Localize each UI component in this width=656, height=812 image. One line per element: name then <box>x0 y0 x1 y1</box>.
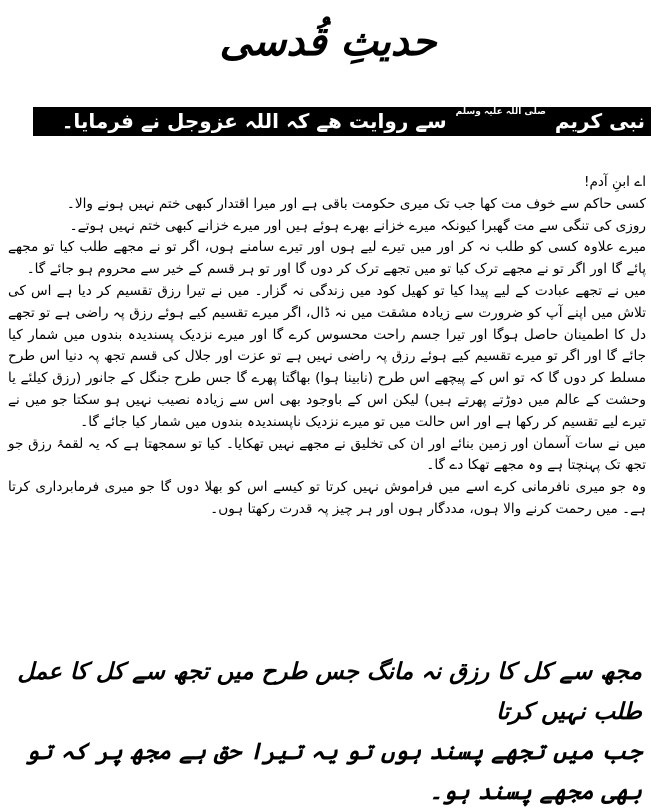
page-title: حدیثِ قُدسی <box>219 19 437 65</box>
banner-text-before: نبی کریم <box>554 109 645 133</box>
banner-text-after: سے روایت ھے کہ اللہ عزوجل نے فرمایا۔ <box>61 109 447 133</box>
paragraph: میرے علاوہ کسی کو طلب نہ کر اور میں تیرے لیے ہوں اور تیرے سامنے ہوں، اگر تو نے مجھے طلب کیا تو مجھے پائے گا اور اگر تو نے مجھے ترک کیا تو میں تجھے ترک کر دوں گا اور تو ہر قسم کے خیر سے محروم ہو جائے گا۔ <box>8 239 646 278</box>
paragraph: کسی حاکم سے خوف مت کھا جب تک میری حکومت باقی ہے اور میرا اقتدار کبھی ختم نہیں ہونے والا۔ <box>66 195 646 212</box>
closing-line: جب میں تجھے پسند ہوں تو یہ تیرا حق ہے مجھ پر کہ تو بھی مجھے پسند ہو۔ <box>25 739 642 805</box>
hadith-body <box>8 172 646 521</box>
paragraph: میں نے تجھے عبادت کے لیے پیدا کیا تو کھیل کود میں زندگی نہ گزار۔ میں نے تیرا رزق تقسیم کر دیا ہے اس کی تلاش میں اپنے آپ کو ضرورت سے زیادہ مشقت میں نہ ڈال، اگر میرے تقسیم کیے ہوئے رزق پہ راضی ہے تو تجھے دل کا اطمینان حاصل ہوگا اور تیرا جسم راحت محسوس کرے گا اور میرے نزدیک پسندیدہ بندوں میں شمار کیا جائے گا اور اگر تو میرے تقسیم کیے ہوئے رزق پہ راضی نہیں ہے تو عزت اور جلال کی قسم تجھ پہ دنیا اس طرح مسلط کر دوں گا کہ تو اس کے پیچھے اس طرح (نابینا ہوا) بھاگتا پھرے گا جس طرح جنگل کے جانور (رزق کیلئے یا وحشت کے عالم میں دوڑتے پھرتے ہیں) لیکن اس کے باوجود بھی اس سے زیادہ نصیب نہیں ہو سکتا جو میں نے تیرے لیے تقسیم کر رکھا ہے اور اس حالت میں تو میرے نزدیک ناپسندیدہ بندوں میں شمار کیا جائے گا۔ <box>8 282 646 430</box>
closing-line: مجھ سے کل کا رزق نہ مانگ جس طرح میں تجھ سے کل کا عمل طلب نہیں کرتا <box>17 659 642 725</box>
greeting: اے ابنِ آدم! <box>584 174 646 190</box>
closing-statement <box>12 652 642 812</box>
paragraph: روزی کی تنگی سے مت گھبرا کیونکہ میرے خزانے بھرے ہوئے ہیں اور میرے خزانے کبھی ختم نہیں ہوتے۔ <box>69 217 646 234</box>
honorific-symbol: صلی اللہ علیہ وسلم <box>455 107 546 117</box>
paragraph: وہ جو میری نافرمانی کرے اسے میں فراموش نہیں کرتا تو کیسے اس کو بھلا دوں گا جو میری فرمابرداری کرتا ہے۔ میں رحمت کرنے والا ہوں، مددگار ہوں اور ہر چیز پہ قدرت رکھتا ہوں۔ <box>8 479 646 517</box>
paragraph: میں نے سات آسمان اور زمین بنائے اور ان کی تخلیق نے مجھے نہیں تھکایا۔ کیا تو سمجھتا ہے کہ یہ لقمۂ رزق جو تجھ تک پہنچتا ہے وہ مجھے تھکا دے گا۔ <box>8 435 646 474</box>
narration-banner <box>33 107 651 136</box>
